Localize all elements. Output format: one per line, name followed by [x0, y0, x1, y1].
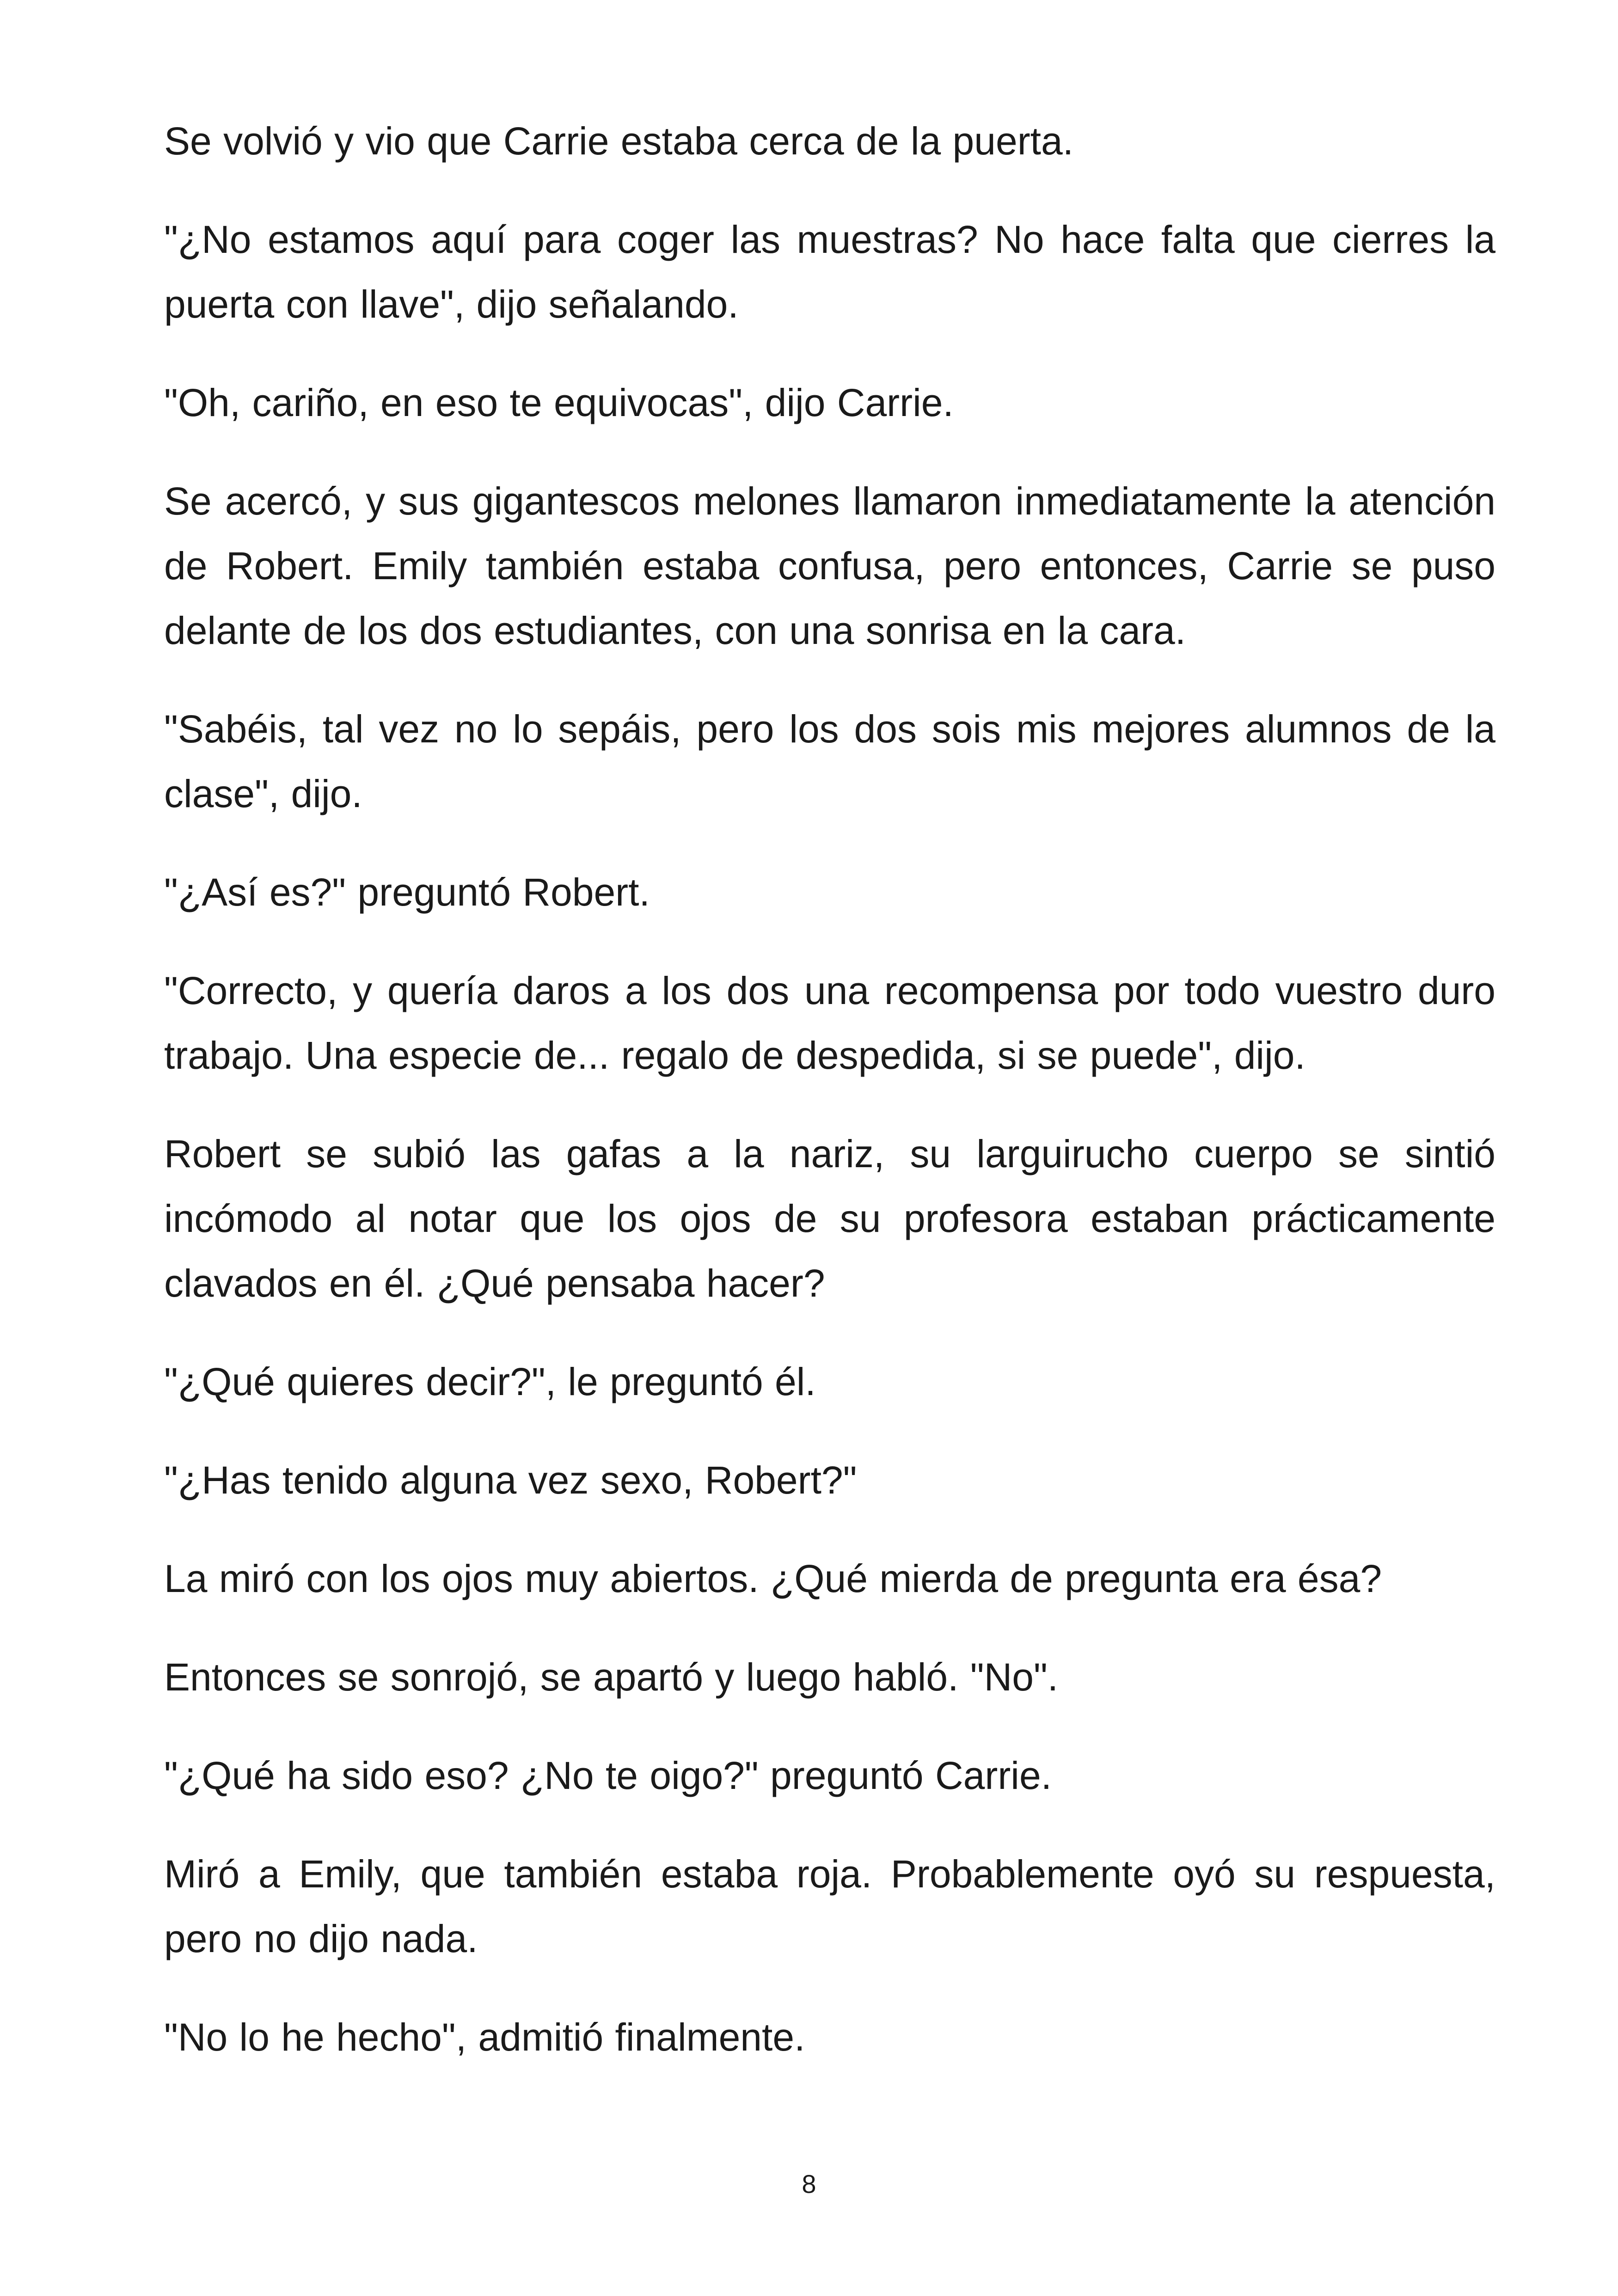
paragraph: Se volvió y vio que Carrie estaba cerca de la puerta. [164, 119, 1074, 163]
body-text [164, 109, 1495, 2103]
paragraph: La miró con los ojos muy abiertos. ¿Qué mierda de pregunta era ésa? [164, 1557, 1382, 1600]
page-number: 8 [802, 2169, 816, 2198]
paragraph: "Oh, cariño, en eso te equivocas", dijo Carrie. [164, 381, 954, 424]
paragraph: Miró a Emily, que también estaba roja. Probablemente oyó su respuesta, pero no dijo nada. [164, 1852, 1495, 1960]
paragraph: "No lo he hecho", admitió finalmente. [164, 2015, 805, 2059]
paragraph: "¿Qué ha sido eso? ¿No te oigo?" preguntó Carrie. [164, 1754, 1052, 1797]
paragraph: "¿Qué quieres decir?", le preguntó él. [164, 1360, 816, 1403]
paragraph: "Correcto, y quería daros a los dos una recompensa por todo vuestro duro trabajo. Una especie de... regalo de despedida, si se puede", dijo. [164, 969, 1495, 1077]
paragraph: "¿No estamos aquí para coger las muestras? No hace falta que cierres la puerta con llave", dijo señalando. [164, 218, 1495, 326]
paragraph: "Sabéis, tal vez no lo sepáis, pero los dos sois mis mejores alumnos de la clase", dijo. [164, 707, 1495, 815]
paragraph: Entonces se sonrojó, se apartó y luego habló. "No". [164, 1655, 1059, 1699]
paragraph: "¿Así es?" preguntó Robert. [164, 870, 650, 914]
paragraph: Robert se subió las gafas a la nariz, su larguirucho cuerpo se sintió incómodo al notar que los ojos de su profesora estaban prácticamente clavados en él. ¿Qué pensaba hacer? [164, 1132, 1495, 1305]
paragraph: "¿Has tenido alguna vez sexo, Robert?" [164, 1458, 857, 1502]
paragraph: Se acercó, y sus gigantescos melones llamaron inmediatamente la atención de Robert. Emily también estaba confusa, pero entonces, Carrie se puso delante de los dos estudiantes, con una sonrisa en la cara. [164, 479, 1495, 652]
